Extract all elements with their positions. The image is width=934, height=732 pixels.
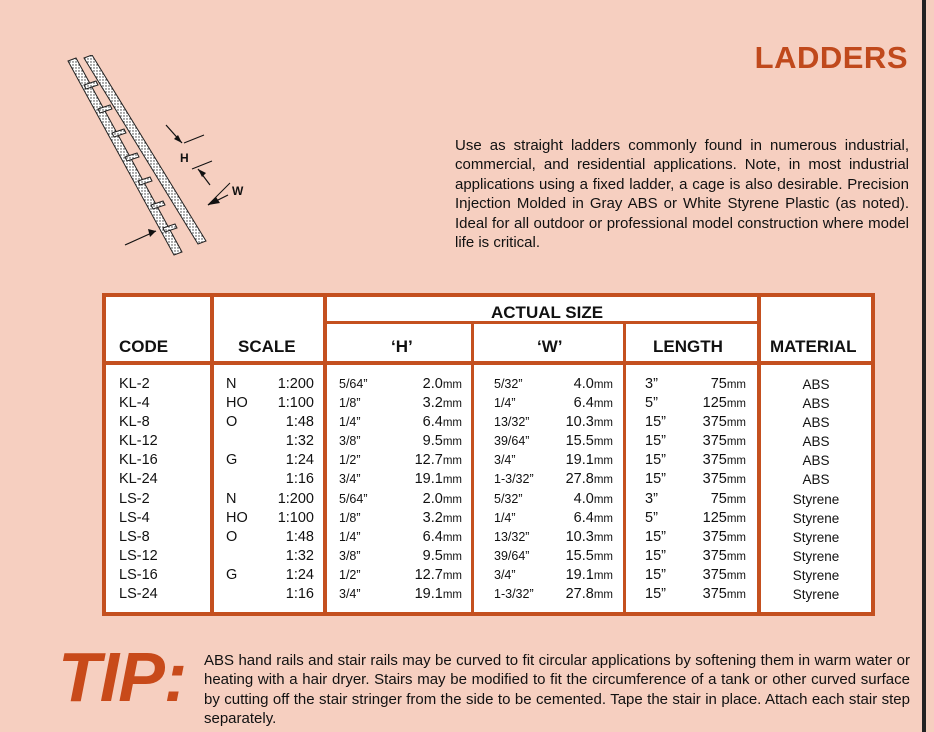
cell-h-in: 5/64”	[339, 491, 368, 506]
cell-code: KL-16	[119, 452, 158, 469]
cell-len-mm: 375mm	[702, 452, 746, 469]
cell-len-in: 15”	[645, 547, 666, 564]
header-material: MATERIAL	[770, 337, 857, 356]
cell-len-mm: 375mm	[702, 414, 746, 431]
cell-len-in: 3”	[645, 490, 658, 507]
cell-len-mm: 125mm	[702, 395, 746, 412]
cell-h-mm: 3.2mm	[422, 395, 462, 412]
cell-len-mm: 375mm	[702, 586, 746, 603]
right-edge-bar	[922, 0, 926, 732]
h-mm-column	[400, 375, 462, 604]
cell-scale-letter: N	[226, 490, 237, 507]
cell-scale-ratio: 1:48	[285, 528, 314, 545]
cell-material: ABS	[802, 415, 830, 431]
cell-scale-letter: O	[226, 414, 238, 431]
cell-scale-letter: G	[226, 452, 238, 469]
cell-h-mm: 9.5mm	[422, 433, 462, 450]
header-h: ‘H’	[391, 337, 413, 356]
cell-h-in: 3/8”	[339, 548, 361, 563]
cell-w-in: 1-3/32”	[494, 587, 534, 602]
cell-material: Styrene	[792, 548, 840, 564]
cell-w-in: 5/32”	[494, 491, 523, 506]
cell-len-mm: 375mm	[702, 566, 746, 583]
cell-len-in: 5”	[645, 395, 658, 412]
page-title: LADDERS	[754, 40, 908, 75]
header-length: LENGTH	[653, 337, 723, 356]
cell-len-mm: 125mm	[702, 509, 746, 526]
cell-code: LS-8	[119, 528, 150, 545]
cell-material: ABS	[802, 434, 830, 450]
cell-w-mm: 19.1mm	[565, 452, 613, 469]
cell-h-in: 3/8”	[339, 434, 361, 449]
cell-w-mm: 15.5mm	[565, 547, 613, 564]
cell-scale-ratio: 1:200	[277, 376, 314, 392]
cell-h-in: 3/4”	[339, 472, 361, 487]
cell-w-mm: 6.4mm	[573, 509, 613, 526]
intro-paragraph: Use as straight ladders commonly found in numerous industrial, commercial, and residential applications. Note, in most industrial applications using a fixed ladder, a cage is also desirable. Precision Injection Molded in Gray ABS or White Styrene Plastic (as noted). Ideal for all outdoor or professional model construction where model life is critical.	[455, 137, 909, 252]
cell-w-in: 3/4”	[494, 453, 516, 468]
cell-len-in: 15”	[645, 586, 666, 603]
scale-letter-column	[226, 375, 248, 604]
cell-w-mm: 4.0mm	[573, 376, 613, 392]
cell-code: KL-12	[119, 433, 158, 450]
cell-h-in: 1/8”	[339, 396, 361, 411]
cell-scale-ratio: 1:32	[285, 547, 314, 564]
scale-ratio-column	[262, 375, 314, 604]
cell-w-in: 39/64”	[494, 434, 530, 449]
tip-paragraph: ABS hand rails and stair rails may be curved to fit circular applications by softening them in warm water or heating with a hair dryer. Stairs may be modified to fit the circumference of a tank or other curved surface by cutting off the stair stringer from the side to be cemented. Tape the stair in place. Attach each stair step separately.	[204, 652, 910, 728]
cell-material: ABS	[802, 396, 830, 412]
cell-scale-letter	[226, 585, 248, 604]
cell-w-mm: 10.3mm	[565, 528, 613, 545]
cell-h-mm: 6.4mm	[422, 414, 462, 431]
cell-len-mm: 375mm	[702, 433, 746, 450]
cell-scale-letter: O	[226, 528, 238, 545]
cell-code: LS-24	[119, 586, 158, 603]
cell-h-in: 5/64”	[339, 377, 368, 391]
cell-scale-ratio: 1:32	[285, 433, 314, 450]
header-w: ‘W’	[537, 337, 563, 356]
cell-scale-letter: HO	[226, 395, 248, 412]
cell-h-in: 1/2”	[339, 453, 361, 468]
cell-scale-ratio: 1:16	[285, 586, 314, 603]
w-dimension-label: W	[232, 184, 244, 198]
material-column	[762, 375, 870, 604]
cell-len-in: 15”	[645, 528, 666, 545]
cell-material: Styrene	[792, 567, 840, 583]
cell-material: Styrene	[792, 491, 840, 507]
cell-material: Styrene	[792, 510, 840, 526]
cell-scale-ratio: 1:24	[285, 452, 314, 469]
cell-code: KL-8	[119, 414, 150, 431]
cell-scale-letter: HO	[226, 509, 248, 526]
cell-len-in: 5”	[645, 509, 658, 526]
cell-scale-letter	[226, 470, 248, 489]
cell-h-mm: 3.2mm	[422, 509, 462, 526]
cell-w-in: 13/32”	[494, 415, 530, 430]
cell-scale-ratio: 1:48	[285, 414, 314, 431]
cell-h-mm: 6.4mm	[422, 528, 462, 545]
cell-code: LS-16	[119, 566, 158, 583]
h-inch-column	[339, 375, 368, 604]
cell-w-mm: 6.4mm	[573, 395, 613, 412]
cell-code: KL-4	[119, 395, 150, 412]
cell-w-in: 3/4”	[494, 567, 516, 582]
length-inch-column	[645, 375, 666, 604]
cell-h-in: 1/4”	[339, 415, 361, 430]
cell-w-in: 1/4”	[494, 396, 516, 411]
cell-len-mm: 375mm	[702, 471, 746, 488]
cell-w-mm: 27.8mm	[565, 586, 613, 603]
cell-len-mm: 375mm	[702, 547, 746, 564]
length-mm-column	[688, 375, 746, 604]
cell-len-mm: 375mm	[702, 528, 746, 545]
spec-table	[102, 293, 875, 616]
cell-scale-ratio: 1:100	[277, 395, 314, 412]
ladder-diagram	[60, 55, 260, 265]
cell-w-in: 1-3/32”	[494, 472, 534, 487]
cell-len-in: 3”	[645, 376, 658, 392]
cell-len-in: 15”	[645, 414, 666, 431]
cell-material: ABS	[802, 472, 830, 488]
cell-w-mm: 19.1mm	[565, 566, 613, 583]
cell-scale-letter	[226, 547, 248, 566]
cell-h-mm: 2.0mm	[422, 490, 462, 507]
cell-material: Styrene	[792, 587, 840, 603]
cell-len-in: 15”	[645, 471, 666, 488]
w-mm-column	[548, 375, 613, 604]
cell-h-mm: 19.1mm	[414, 586, 462, 603]
cell-len-in: 15”	[645, 433, 666, 450]
cell-h-in: 1/4”	[339, 529, 361, 544]
cell-h-mm: 12.7mm	[414, 566, 462, 583]
tip-label: TIP:	[58, 638, 187, 716]
cell-w-in: 1/4”	[494, 510, 516, 525]
header-scale: SCALE	[238, 337, 296, 356]
cell-material: Styrene	[792, 529, 840, 545]
cell-material: ABS	[802, 377, 830, 392]
cell-h-mm: 9.5mm	[422, 547, 462, 564]
cell-w-mm: 4.0mm	[573, 490, 613, 507]
cell-material: ABS	[802, 453, 830, 469]
cell-h-mm: 2.0mm	[422, 376, 462, 392]
cell-scale-letter	[226, 432, 248, 451]
cell-code: LS-12	[119, 547, 158, 564]
cell-h-mm: 19.1mm	[414, 471, 462, 488]
header-actual-size: ACTUAL SIZE	[491, 303, 604, 322]
cell-scale-letter: N	[226, 376, 237, 392]
cell-len-mm: 75mm	[710, 490, 746, 507]
cell-len-in: 15”	[645, 452, 666, 469]
cell-h-mm: 12.7mm	[414, 452, 462, 469]
cell-w-in: 39/64”	[494, 548, 530, 563]
cell-len-in: 15”	[645, 566, 666, 583]
cell-len-mm: 75mm	[710, 376, 746, 392]
cell-code: KL-2	[119, 376, 150, 392]
code-column	[119, 375, 158, 604]
cell-scale-letter: G	[226, 566, 238, 583]
cell-scale-ratio: 1:200	[277, 490, 314, 507]
cell-h-in: 3/4”	[339, 587, 361, 602]
w-inch-column	[494, 375, 534, 604]
cell-h-in: 1/8”	[339, 510, 361, 525]
cell-code: LS-4	[119, 509, 150, 526]
cell-code: LS-2	[119, 490, 150, 507]
cell-scale-ratio: 1:24	[285, 566, 314, 583]
h-dimension-label: H	[180, 151, 189, 165]
cell-w-mm: 15.5mm	[565, 433, 613, 450]
header-code: CODE	[119, 337, 169, 356]
cell-code: KL-24	[119, 471, 158, 488]
cell-w-in: 13/32”	[494, 529, 530, 544]
cell-scale-ratio: 1:100	[277, 509, 314, 526]
cell-h-in: 1/2”	[339, 567, 361, 582]
cell-w-mm: 27.8mm	[565, 471, 613, 488]
cell-scale-ratio: 1:16	[285, 471, 314, 488]
cell-w-mm: 10.3mm	[565, 414, 613, 431]
cell-w-in: 5/32”	[494, 377, 523, 391]
